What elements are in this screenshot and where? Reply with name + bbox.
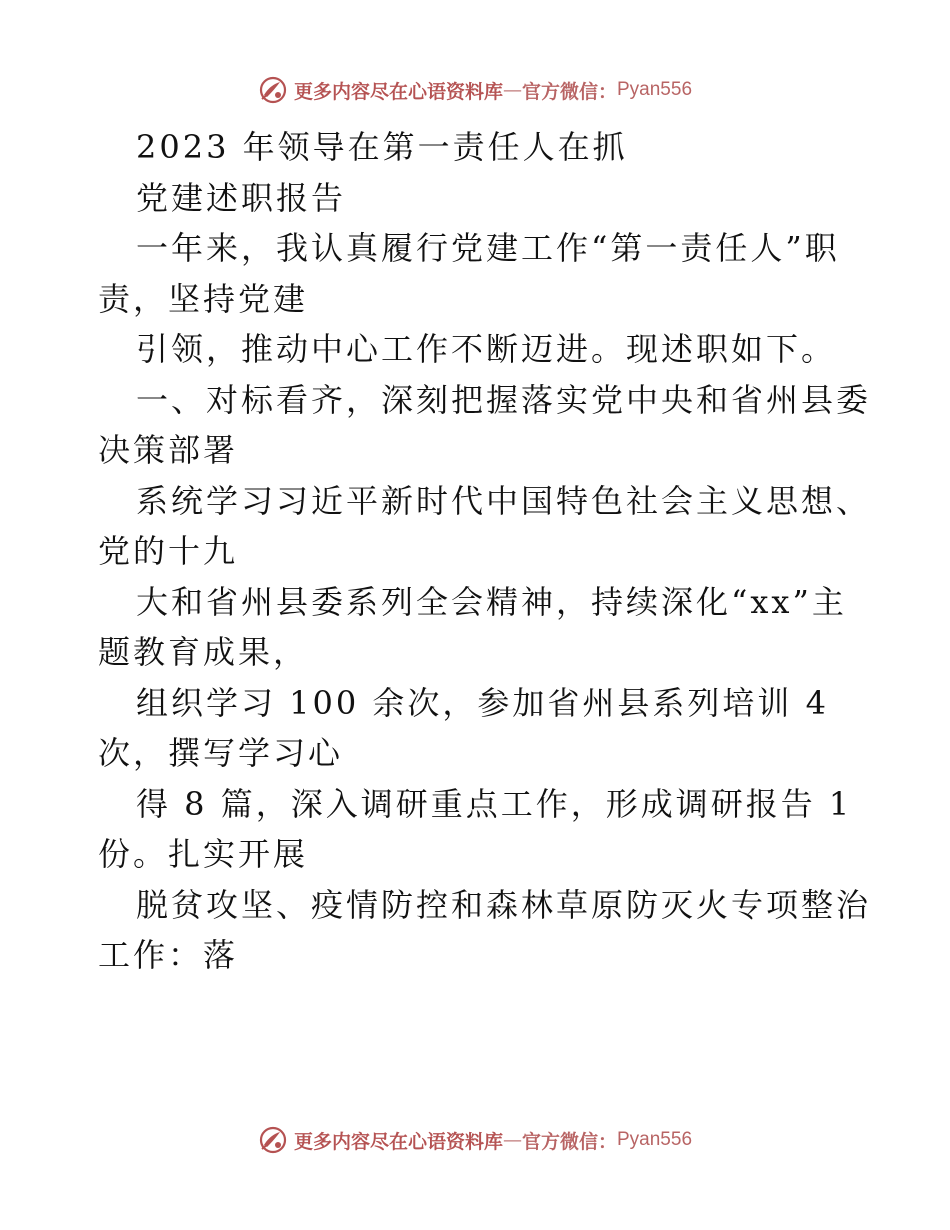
watermark-main-text: 更多内容尽在心语资料库	[293, 1130, 503, 1153]
text-line: 得 8 篇，深入调研重点工作，形成调研报告 1	[136, 784, 853, 823]
text-line: 党的十九	[98, 532, 239, 570]
text-line: 引领，推动中心工作不断迈进。现述职如下。	[136, 330, 837, 368]
watermark-wechat-label: 官方微信：	[521, 80, 617, 103]
text-line: 决策部署	[98, 431, 239, 469]
watermark-wechat-label: 官方微信：	[521, 1130, 617, 1153]
text-line: 组织学习 100 余次，参加省州县系列培训 4	[136, 683, 829, 722]
watermark-dash: —	[502, 1129, 522, 1151]
text-line: 份。扎实开展	[98, 835, 309, 873]
text-line: 2023 年领导在第一责任人在抓	[136, 128, 628, 166]
watermark-wechat-id: Pyan556	[617, 79, 693, 100]
footer-watermark	[0, 1120, 950, 1160]
watermark-main-text: 更多内容尽在心语资料库	[293, 80, 503, 103]
document-body	[98, 122, 872, 981]
pen-logo-icon	[258, 75, 288, 105]
watermark-wechat-id: Pyan556	[617, 1129, 693, 1150]
watermark-dash: —	[502, 79, 522, 101]
text-line: 脱贫攻坚、疫情防控和森林草原防灭火专项整治	[136, 885, 872, 924]
text-line: 次，撰写学习心	[98, 734, 344, 772]
text-line: 工作：落	[98, 936, 239, 974]
header-watermark	[0, 70, 950, 110]
text-line: 系统学习习近平新时代中国特色社会主义思想、	[136, 481, 872, 520]
text-line: 党建述职报告	[136, 178, 347, 217]
pen-logo-icon	[258, 1125, 288, 1155]
text-line: 一、对标看齐，深刻把握落实党中央和省州县委	[136, 380, 872, 419]
text-line: 责，坚持党建	[98, 279, 309, 318]
text-line: 题教育成果，	[98, 633, 309, 671]
text-line: 一年来，我认真履行党建工作“第一责任人”职	[136, 229, 840, 267]
text-line: 大和省州县委系列全会精神，持续深化“xx”主	[136, 582, 847, 621]
